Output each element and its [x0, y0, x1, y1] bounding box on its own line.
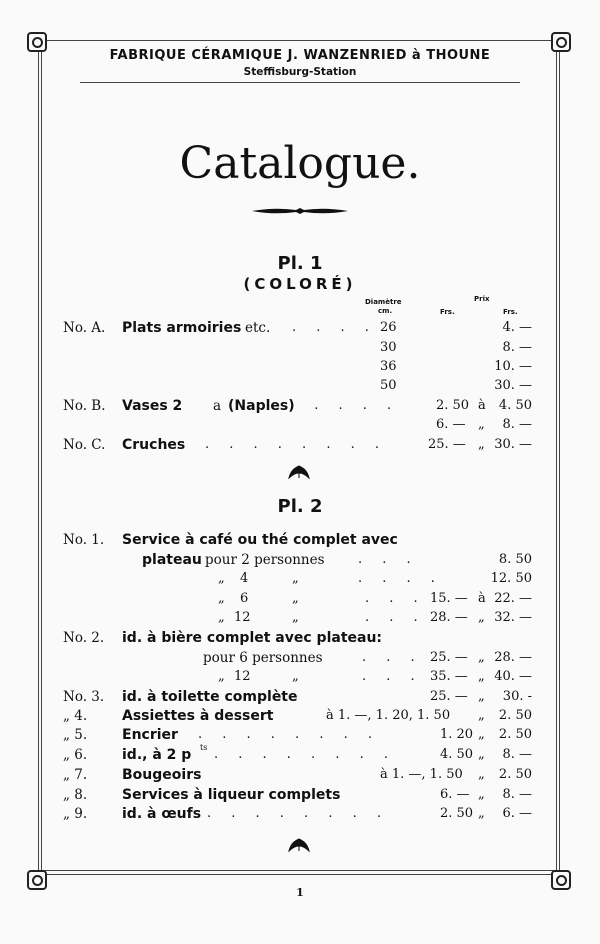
item-label: id. à œufs — [122, 806, 202, 822]
item-label: Plats armoiries — [122, 320, 242, 336]
item-quantity: 12 — [234, 610, 251, 625]
list-item — [0, 743, 600, 767]
ditto-mark: „ — [218, 669, 225, 684]
item-number: No. C. — [63, 437, 106, 453]
item-label: id., à 2 p — [122, 747, 192, 763]
item-number: „ 6. — [63, 747, 88, 763]
item-price-low: 6. — — [440, 787, 470, 802]
price-separator: „ — [478, 787, 485, 802]
item-price-low: 1. 20 — [440, 727, 474, 742]
item-price-low: 2. 50 — [440, 806, 474, 821]
price-separator: „ — [478, 767, 485, 782]
item-price: 8. — — [502, 340, 532, 355]
item-price: 4. — — [502, 320, 532, 335]
item-price: 30. - — [502, 689, 532, 704]
price-separator: „ — [478, 610, 485, 625]
item-quantity: 4 — [240, 571, 249, 586]
leader-dots: . . . — [358, 552, 419, 567]
item-label-tail: pour 2 personnes — [205, 552, 325, 568]
item-number: „ 8. — [63, 787, 88, 803]
price-separator: „ — [478, 437, 485, 452]
leader-dots: . . . . . — [290, 398, 400, 413]
item-label: Bougeoirs — [122, 767, 202, 783]
item-price: 4. 50 — [498, 398, 532, 413]
company-name: FABRIQUE CÉRAMIQUE J. WANZENRIED à THOUNE — [109, 48, 491, 63]
item-diameter: 36 — [380, 359, 397, 374]
header-rule — [80, 82, 520, 83]
list-item — [0, 610, 600, 630]
item-price: 8. — — [502, 417, 532, 432]
list-item — [0, 708, 600, 728]
item-price-low: 25. — — [430, 650, 468, 665]
leader-dots: . . . . . . . . — [198, 727, 380, 742]
item-quantity: 6 — [240, 591, 249, 606]
col-header-frs: Frs. — [503, 308, 518, 316]
price-separator: „ — [478, 417, 485, 432]
item-diameter: 26 — [380, 320, 397, 335]
ditto-mark: „ — [292, 610, 299, 625]
item-label: id. à bière complet avec plateau: — [122, 630, 383, 646]
price-separator: „ — [478, 727, 485, 742]
item-price: 2. 50 — [498, 767, 532, 782]
item-number: „ 7. — [63, 767, 88, 783]
leader-dots: . . . — [365, 610, 426, 625]
item-label: plateau — [142, 552, 202, 568]
item-price: 22. — — [494, 591, 532, 606]
item-price-options: à 1. —, 1. 50 — [380, 767, 463, 782]
item-number: No. 3. — [63, 689, 105, 705]
item-price: 28. — — [494, 650, 532, 665]
ditto-mark: „ — [292, 591, 299, 606]
fleuron-icon — [288, 838, 310, 852]
item-label-mid: a — [213, 398, 222, 414]
price-separator: „ — [478, 806, 485, 821]
list-item — [0, 378, 600, 398]
item-price: 6. — — [502, 806, 532, 821]
ditto-mark: „ — [218, 591, 225, 606]
item-price-low: 35. — — [430, 669, 468, 684]
list-item — [0, 767, 600, 787]
page-number: 1 — [296, 886, 304, 899]
item-number: No. 2. — [63, 630, 105, 646]
item-label: Assiettes à dessert — [122, 708, 274, 724]
fleuron-icon — [288, 465, 310, 479]
leader-dots: . . . . — [358, 571, 443, 586]
station-name: Steffisburg-Station — [243, 66, 357, 78]
list-item — [0, 552, 600, 572]
list-item — [0, 571, 600, 591]
item-number: No. A. — [63, 320, 106, 336]
item-price-low: 15. — — [430, 591, 468, 606]
item-diameter: 50 — [380, 378, 397, 393]
leader-dots: . . . — [362, 669, 423, 684]
price-separator: „ — [478, 689, 485, 704]
item-price-low: 28. — — [430, 610, 468, 625]
col-header-diametre: Diamètre — [365, 298, 402, 306]
item-price-low: 25. — — [430, 689, 468, 704]
leader-dots: . . . . . . . . — [207, 806, 389, 821]
list-item — [0, 689, 600, 709]
item-price-low: 4. 50 — [440, 747, 474, 762]
item-price: 8. 50 — [498, 552, 532, 567]
section-heading-pl2: Pl. 2 — [277, 496, 323, 517]
ditto-mark: „ — [292, 669, 299, 684]
col-header-prix: Prix — [474, 295, 490, 303]
page-title: Catalogue. — [179, 138, 421, 189]
ditto-mark: „ — [218, 610, 225, 625]
item-label: Service à café ou thé complet avec — [122, 532, 398, 548]
col-header-cm: cm. — [378, 307, 393, 315]
list-item — [0, 398, 600, 418]
item-label: Cruches — [122, 437, 186, 453]
list-item — [0, 806, 600, 826]
list-item — [0, 669, 600, 689]
list-item — [0, 787, 600, 807]
leader-dots: . . . . . . . . — [214, 747, 396, 762]
price-separator: à — [478, 398, 486, 413]
ditto-mark: „ — [292, 571, 299, 586]
frame-top — [36, 40, 564, 41]
price-separator: „ — [478, 747, 485, 762]
section-heading-pl1: Pl. 1 — [277, 253, 323, 274]
item-label-tail: pour 6 personnes — [203, 650, 323, 666]
item-number: „ 9. — [63, 806, 88, 822]
item-number: „ 5. — [63, 727, 88, 743]
item-diameter: 30 — [380, 340, 397, 355]
item-price: 2. 50 — [498, 727, 532, 742]
list-item — [0, 340, 600, 360]
list-item — [0, 630, 600, 650]
section-subheading-colore: (COLORÉ) — [243, 275, 357, 293]
list-item — [0, 532, 600, 552]
price-separator: „ — [478, 669, 485, 684]
item-label: Vases 2 — [122, 398, 183, 414]
list-item — [0, 320, 600, 340]
divider-ornament-icon — [250, 205, 350, 217]
list-item — [0, 727, 600, 747]
item-number: No. B. — [63, 398, 106, 414]
item-label-tail: etc. — [245, 320, 271, 336]
list-item — [0, 359, 600, 379]
leader-dots: . . . — [362, 650, 423, 665]
leader-dots: . . . . . . . . — [205, 437, 387, 452]
list-item — [0, 591, 600, 611]
item-label: Encrier — [122, 727, 178, 743]
item-price-options: à 1. —, 1. 20, 1. 50 — [326, 708, 451, 723]
list-item — [0, 437, 600, 457]
item-price-low: 6. — — [436, 417, 466, 432]
item-quantity: 12 — [234, 669, 251, 684]
item-price: 12. 50 — [490, 571, 532, 586]
item-price: 8. — — [502, 787, 532, 802]
item-price: 30. — — [494, 378, 532, 393]
price-separator: „ — [478, 650, 485, 665]
item-price: 8. — — [502, 747, 532, 762]
item-label-tail: (Naples) — [228, 398, 295, 414]
frame-bottom-inner — [36, 874, 564, 875]
item-price: 10. — — [494, 359, 532, 374]
price-separator: à — [478, 591, 486, 606]
price-separator: „ — [478, 708, 485, 723]
item-label: Services à liqueur complets — [122, 787, 341, 803]
list-item — [0, 650, 600, 670]
col-header-frs: Frs. — [440, 308, 455, 316]
item-price: 32. — — [494, 610, 532, 625]
item-label: id. à toilette complète — [122, 689, 298, 705]
item-price: 40. — — [494, 669, 532, 684]
frame-bottom — [36, 870, 564, 871]
item-price-low: 25. — — [428, 437, 466, 452]
item-price: 30. — — [494, 437, 532, 452]
list-item — [0, 417, 600, 437]
item-label-superscript: ts — [200, 743, 208, 752]
leader-dots: . . . . — [292, 320, 377, 335]
item-price-low: 2. 50 — [436, 398, 470, 413]
leader-dots: . . . — [365, 591, 426, 606]
item-number: „ 4. — [63, 708, 88, 724]
ditto-mark: „ — [218, 571, 225, 586]
item-price: 2. 50 — [498, 708, 532, 723]
item-number: No. 1. — [63, 532, 105, 548]
